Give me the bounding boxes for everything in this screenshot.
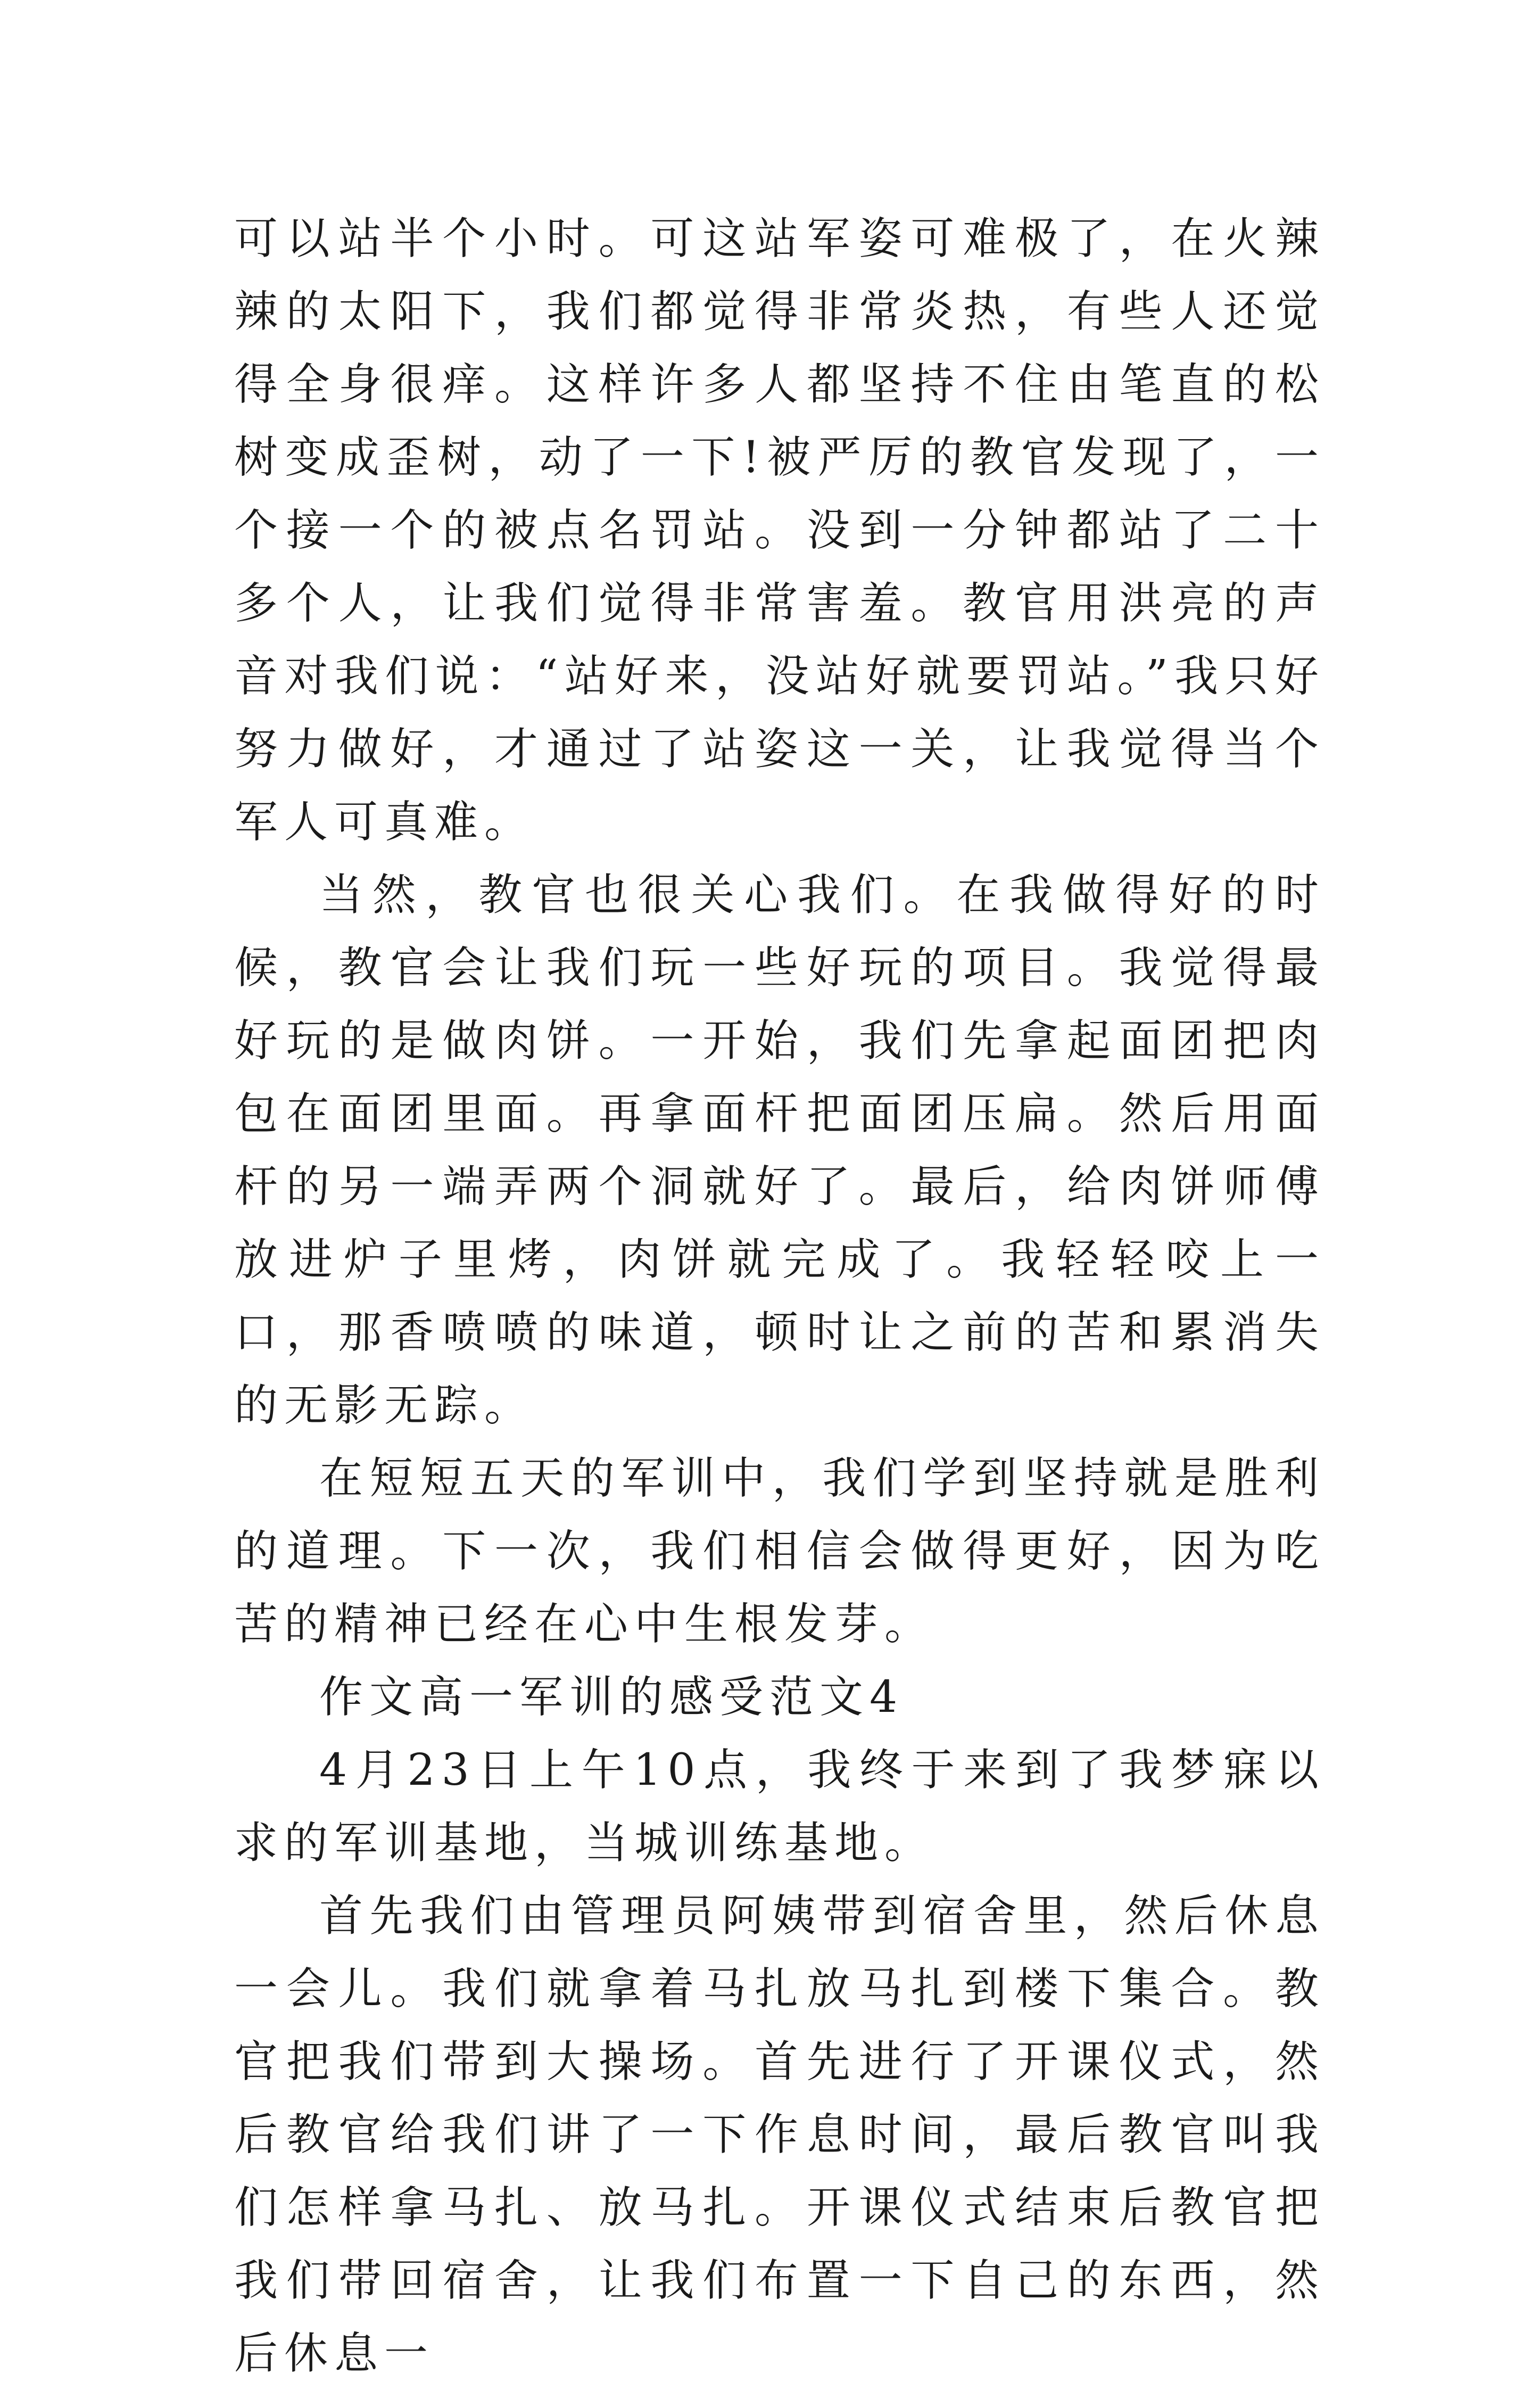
paragraph-4: 4月23日上午10点，我终于来到了我梦寐以求的军训基地，当城训练基地。 — [234, 1745, 1325, 1868]
paragraph-1: 可以站半个小时。可这站军姿可难极了，在火辣辣的太阳下，我们都觉得非常炎热，有些人还觉得全身很痒。这样许多人都坚持不住由笔直的松树变成歪树，动了一下!被严厉的教官发现了，一个接一个的被点名罚站。没到一分钟都站了二十多个人，让我们觉得非常害羞。教官用洪亮的声音对我们说：“站好来，没站好就要罚站。”我只好努力做好，才通过了站姿这一关，让我觉得当个军人可真难。 — [234, 213, 1325, 847]
paragraph-2: 当然，教官也很关心我们。在我做得好的时候，教官会让我们玩一些好玩的项目。我觉得最好玩的是做肉饼。一开始，我们先拿起面团把肉包在面团里面。再拿面杆把面团压扁。然后用面杆的另一端弄两个洞就好了。最后，给肉饼师傅放进炉子里烤，肉饼就完成了。我轻轻咬上一口，那香喷喷的味道，顿时让之前的苦和累消失的无影无踪。 — [234, 870, 1325, 1431]
section-title: 作文高一军训的感受范文4 — [319, 1672, 904, 1723]
paragraph-5: 首先我们由管理员阿姨带到宿舍里，然后休息一会儿。我们就拿着马扎放马扎到楼下集合。教官把我们带到大操场。首先进行了开课仪式，然后教官给我们讲了一下作息时间，最后教官叫我们怎样拿马扎、放马扎。开课仪式结束后教官把我们带回宿舍，让我们布置一下自己的东西，然后休息一 — [234, 1891, 1325, 2379]
paragraph-3: 在短短五天的军训中，我们学到坚持就是胜利的道理。下一次，我们相信会做得更好，因为吃苦的精神已经在心中生根发芽。 — [234, 1453, 1325, 1650]
document-body — [234, 202, 1325, 2390]
